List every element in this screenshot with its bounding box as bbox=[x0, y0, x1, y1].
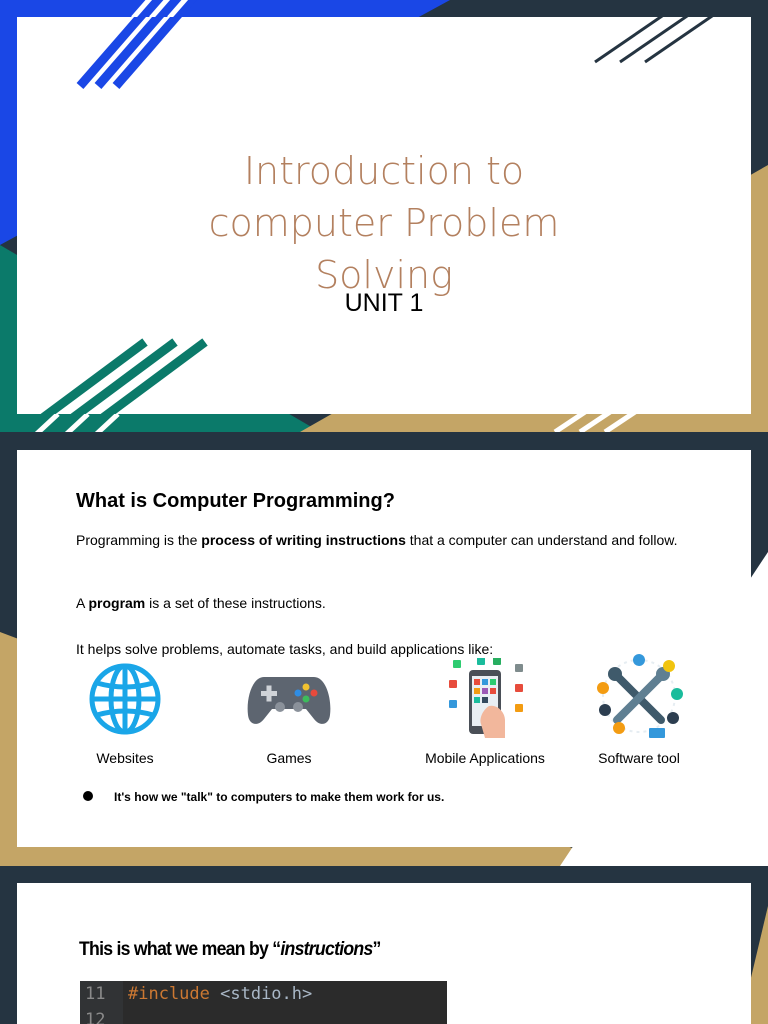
globe-icon bbox=[87, 661, 163, 737]
item-label: Software tool bbox=[598, 750, 680, 766]
code-line bbox=[80, 984, 447, 1008]
slide-heading bbox=[79, 939, 381, 961]
code-keyword: #include bbox=[128, 984, 210, 1004]
line-number: 12 bbox=[85, 1010, 106, 1024]
item-mobile-applications bbox=[410, 658, 560, 766]
para-bold-text: program bbox=[88, 595, 146, 611]
item-label: Games bbox=[266, 750, 312, 766]
item-games bbox=[214, 658, 364, 766]
item-label: Websites bbox=[96, 750, 154, 766]
slide-title bbox=[17, 17, 751, 414]
para-text: A bbox=[76, 595, 89, 611]
slide-subtitle: UNIT 1 bbox=[344, 289, 424, 317]
tools-icon bbox=[589, 654, 689, 744]
bullet-text: It's how we "talk" to computers to make them work for us. bbox=[114, 790, 445, 804]
item-websites bbox=[50, 658, 200, 766]
code-snippet bbox=[80, 981, 447, 1024]
slide-programming bbox=[17, 450, 751, 847]
item-label: Mobile Applications bbox=[425, 750, 545, 766]
bullet-point-icon bbox=[83, 791, 93, 801]
para-text: Programming is the bbox=[76, 532, 202, 548]
para-text: is a set of these instructions. bbox=[145, 595, 326, 611]
slide-title-text: Introduction to computer Problem Solving bbox=[208, 149, 560, 297]
para-text: that a computer can understand and follow. bbox=[405, 532, 678, 548]
slide-instructions bbox=[17, 883, 751, 1024]
item-software-tool bbox=[564, 658, 714, 766]
slide-heading: What is Computer Programming? bbox=[76, 490, 395, 512]
applications-paragraph: It helps solve problems, automate tasks, and build applications like: bbox=[76, 641, 494, 657]
program-paragraph bbox=[76, 595, 696, 611]
para-bold-text: process of writing instructions bbox=[201, 532, 406, 548]
heading-emphasis: instructions bbox=[280, 939, 373, 960]
definition-paragraph bbox=[76, 532, 696, 548]
heading-text: ” bbox=[372, 939, 381, 960]
code-line bbox=[80, 1010, 447, 1024]
heading-text: This is what we mean by “ bbox=[79, 939, 281, 960]
mobile-apps-icon bbox=[439, 658, 531, 740]
gamepad-icon bbox=[244, 669, 334, 729]
code-text: <stdio.h> bbox=[209, 984, 313, 1004]
line-number: 11 bbox=[85, 984, 106, 1004]
